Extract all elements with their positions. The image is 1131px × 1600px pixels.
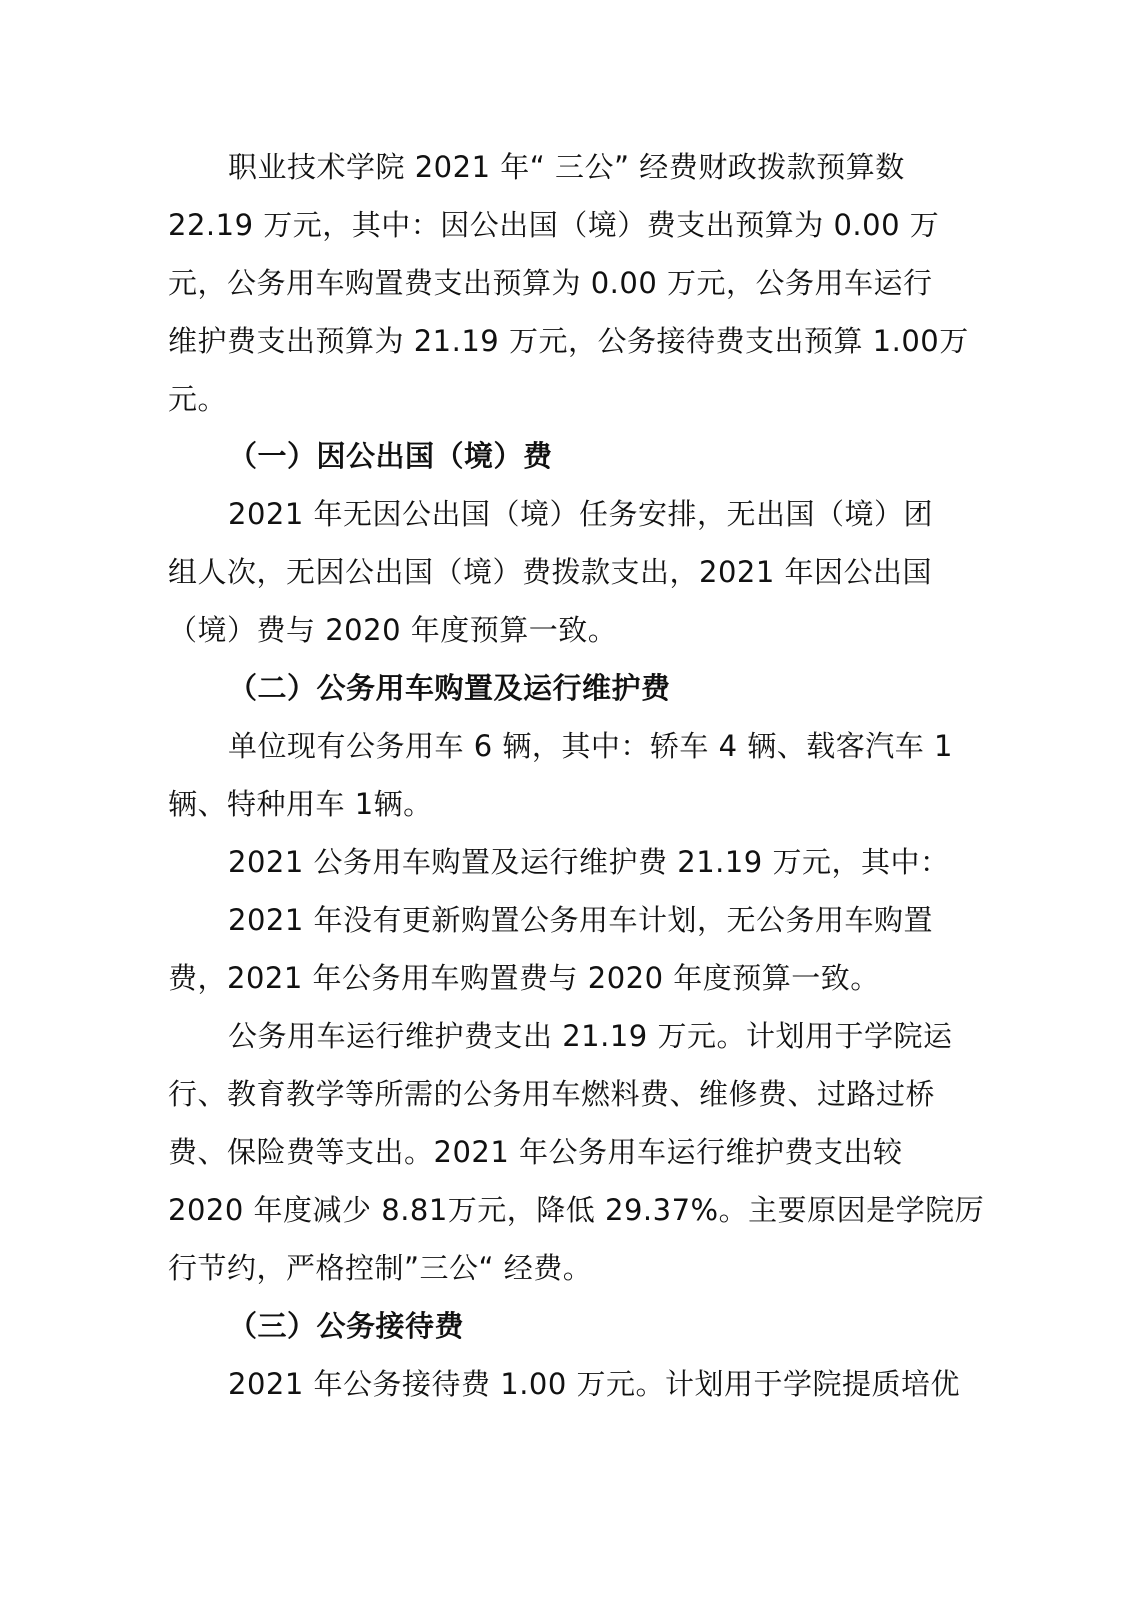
- section-heading: （一）因公出国（境）费: [228, 439, 553, 473]
- paragraph-line: 单位现有公务用车 6 辆，其中：轿车 4 辆、载客汽车 1: [228, 729, 953, 763]
- section-heading: （三）公务接待费: [228, 1309, 465, 1343]
- paragraph-line: （境）费与 2020 年度预算一致。: [168, 613, 618, 647]
- paragraph-line: 2021 年无因公出国（境）任务安排，无出国（境）团: [228, 497, 934, 531]
- paragraph-line: 2020 年度减少 8.81万元，降低 29.37%。主要原因是学院厉: [168, 1193, 985, 1227]
- section-heading: （二）公务用车购置及运行维护费: [228, 671, 671, 705]
- paragraph-line: 维护费支出预算为 21.19 万元，公务接待费支出预算 1.00万: [168, 324, 969, 358]
- paragraph-line: 辆、特种用车 1辆。: [168, 787, 433, 821]
- paragraph-line: 组人次，无因公出国（境）费拨款支出，2021 年因公出国: [168, 555, 933, 589]
- paragraph-line: 费、保险费等支出。2021 年公务用车运行维护费支出较: [168, 1135, 903, 1169]
- paragraph-line: 22.19 万元，其中：因公出国（境）费支出预算为 0.00 万: [168, 208, 940, 242]
- paragraph-line: 元，公务用车购置费支出预算为 0.00 万元，公务用车运行: [168, 266, 933, 300]
- paragraph-line: 2021 年没有更新购置公务用车计划，无公务用车购置: [228, 903, 934, 937]
- paragraph-line: 行、教育教学等所需的公务用车燃料费、维修费、过路过桥: [168, 1077, 936, 1111]
- paragraph-line: 职业技术学院 2021 年“ 三公” 经费财政拨款预算数: [228, 150, 905, 184]
- paragraph-line: 公务用车运行维护费支出 21.19 万元。计划用于学院运: [228, 1019, 953, 1053]
- paragraph-line: 2021 公务用车购置及运行维护费 21.19 万元，其中：: [228, 845, 950, 879]
- paragraph-line: 行节约，严格控制”三公“ 经费。: [168, 1251, 593, 1285]
- paragraph-line: 2021 年公务接待费 1.00 万元。计划用于学院提质培优: [228, 1367, 961, 1401]
- paragraph-line: 元。: [168, 382, 228, 416]
- paragraph-line: 费，2021 年公务用车购置费与 2020 年度预算一致。: [168, 961, 880, 995]
